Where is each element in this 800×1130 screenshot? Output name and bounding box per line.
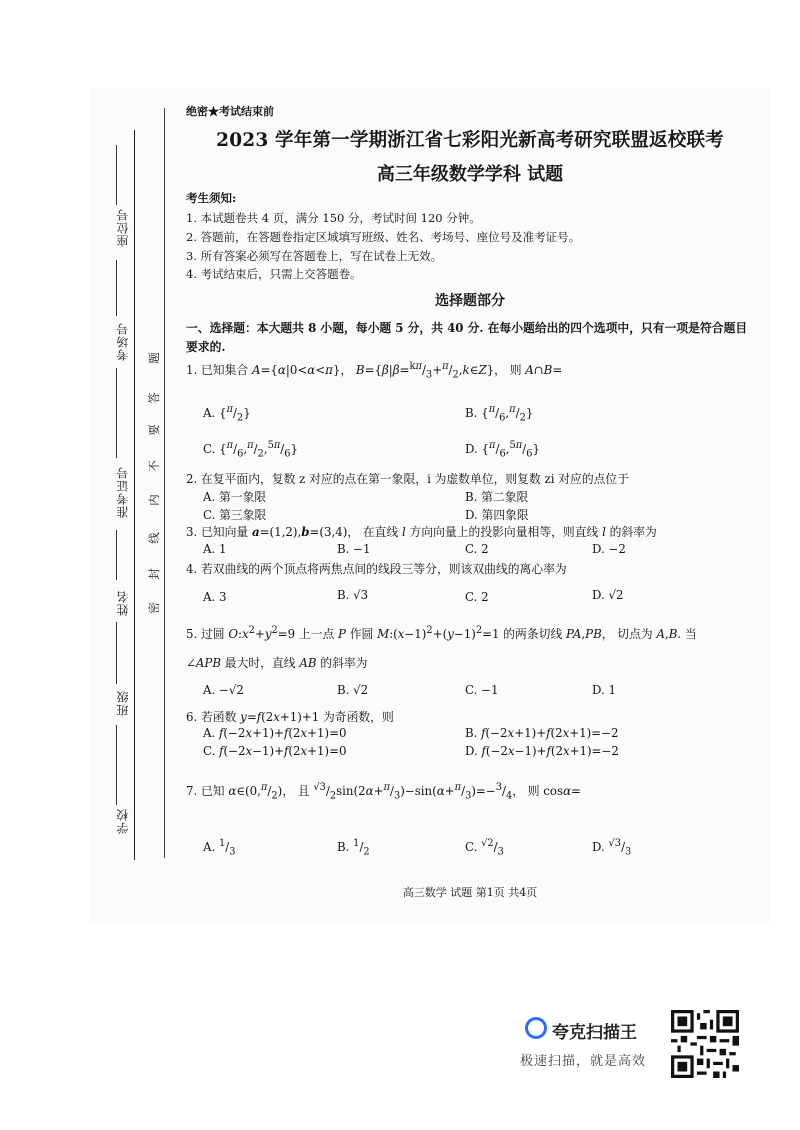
seal-char: 内 (146, 494, 161, 506)
notice-heading: 考生须知: (186, 191, 237, 205)
seal-char: 题 (146, 352, 161, 364)
q7-option-a: A. $^1/_3$ (203, 838, 236, 858)
q7-option-d: D. $^{√3}/_3$ (592, 838, 632, 858)
q1-option-b: B. $\{^\pi/_6,^\pi/_2\}$ (465, 404, 534, 424)
school-label: 学校 (116, 808, 130, 834)
q2-option-b: B. 第二象限 (465, 490, 529, 504)
binding-line-inner (164, 108, 165, 858)
q3-option-a: A. 1 (203, 542, 227, 556)
section-title: 选择题部分 (435, 293, 505, 309)
q5-option-c: C. −1 (465, 683, 499, 697)
class-label: 班级 (116, 690, 130, 716)
question-3-stem: 3. 已知向量 a=(1,2),b=(3,4)， 在直线 l 方向向量上的投影向量相等，则直线 l 的斜率为 (186, 525, 657, 539)
q6-option-a: A. f(−2x+1)+f(2x+1)=0 (203, 726, 347, 740)
question-2-stem: 2. 在复平面内，复数 z 对应的点在第一象限，i 为虚数单位，则复数 zi 对应的点位于 (186, 472, 630, 486)
scanner-slogan: 极速扫描，就是高效 (520, 1054, 647, 1069)
q1-option-a: A. $\{^\pi/_2\}$ (203, 404, 251, 424)
q6-option-d: D. f(−2x−1)+f(2x+1)=−2 (465, 744, 619, 758)
notice-item: 2. 答题前，在答题卷指定区域填写班级、姓名、考场号、座位号及准考证号。 (186, 230, 581, 244)
q7-option-b: B. $^1/_2$ (337, 838, 370, 858)
q4-option-c: C. 2 (465, 590, 489, 604)
notice-item: 3. 所有答案必须写在答题卷上，写在试卷上无效。 (186, 249, 443, 263)
room-label: 考场号 (116, 322, 130, 361)
q2-option-d: D. 第四象限 (465, 508, 529, 522)
q5-option-b: B. √2 (337, 683, 369, 697)
q5-option-a: A. −√2 (203, 683, 244, 697)
q6-option-c: C. f(−2x−1)+f(2x+1)=0 (203, 744, 347, 758)
seat-label: 座位号 (116, 208, 130, 247)
scanner-logo-icon (525, 1017, 547, 1039)
exam-no-underline (116, 368, 117, 458)
secret-note: 绝密★考试结束前 (186, 105, 274, 118)
q4-option-d: D. √2 (592, 588, 624, 602)
page-footer: 高三数学 试题 第1页 共4页 (402, 886, 538, 899)
q1-option-d: D. $\{^\pi/_6,^{5\pi}/_6\}$ (465, 440, 541, 460)
q2-option-a: A. 第一象限 (203, 490, 267, 504)
question-5-stem: 5. 过圆 $O:x^2+y^2=9$ 上一点 P 作圆 $M:(x-1)^2+(y-1)^2=1$ 的两条切线 PA,PB， 切点为 A,B. 当 (186, 625, 697, 641)
seal-char: 封 (146, 568, 161, 580)
room-underline (116, 260, 117, 316)
seal-char: 密 (146, 602, 161, 614)
qr-code-icon (671, 1010, 739, 1078)
q3-option-b: B. −1 (337, 542, 371, 556)
notice-item: 1. 本试题卷共 4 页，满分 150 分，考试时间 120 分钟。 (186, 211, 481, 225)
q6-option-b: B. f(−2x+1)+f(2x+1)=−2 (465, 726, 619, 740)
q7-option-c: C. $^{√2}/_3$ (465, 838, 504, 858)
page-title: 2023 学年第一学期浙江省七彩阳光新高考研究联盟返校联考 (216, 130, 724, 151)
seal-char: 线 (146, 532, 161, 544)
page-subtitle: 高三年级数学学科 试题 (376, 164, 564, 185)
school-underline (116, 725, 117, 805)
question-7-stem: 7. 已知 $\alpha\in(0,^\pi/_2)$， 且 $^{√3}/_2\sin(2\alpha+^\pi/_3)-\sin(\alpha+^\pi/_3)=-^3/_4$， 则 cosα= (186, 782, 581, 802)
q1-option-c: C. $\{^\pi/_6,^\pi/_2,^{5\pi}/_6\}$ (203, 440, 299, 460)
question-6-stem: 6. 若函数 y=f(2x+1)+1 为奇函数，则 (186, 710, 394, 724)
name-underline (116, 530, 117, 580)
question-5-stem-cont: ∠APB 最大时，直线 AB 的斜率为 (186, 656, 368, 670)
section-intro: 一、选择题：本大题共 8 小题，每小题 5 分，共 40 分. 在每小题给出的四个选项中，只有一项是符合题目要求的. (186, 321, 748, 354)
seal-char: 要 (146, 424, 161, 436)
binding-line-outer (134, 130, 135, 860)
q3-option-c: C. 2 (465, 542, 489, 556)
name-label: 姓名 (116, 590, 130, 616)
seal-char: 答 (146, 392, 161, 404)
question-1-stem: 1. 已知集合 A={α|0<α<π}， $B=\{\beta|\beta=^{k\pi}/_3+^\pi/_2,k\in Z\}$， 则 A∩B= (186, 361, 563, 381)
q3-option-d: D. −2 (592, 542, 626, 556)
q4-option-a: A. 3 (203, 590, 227, 604)
q5-option-d: D. 1 (592, 683, 617, 697)
seal-char: 不 (146, 460, 161, 472)
question-4-stem: 4. 若双曲线的两个顶点将两焦点间的线段三等分，则该双曲线的离心率为 (186, 562, 567, 576)
notice-item: 4. 考试结束后，只需上交答题卷。 (186, 267, 362, 281)
class-underline (116, 622, 117, 684)
scanner-brand: 夸克扫描王 (552, 1023, 637, 1043)
q2-option-c: C. 第三象限 (203, 508, 267, 522)
exam-no-label: 准考证号 (116, 466, 130, 518)
q4-option-b: B. √3 (337, 588, 369, 602)
seat-underline (116, 145, 117, 205)
